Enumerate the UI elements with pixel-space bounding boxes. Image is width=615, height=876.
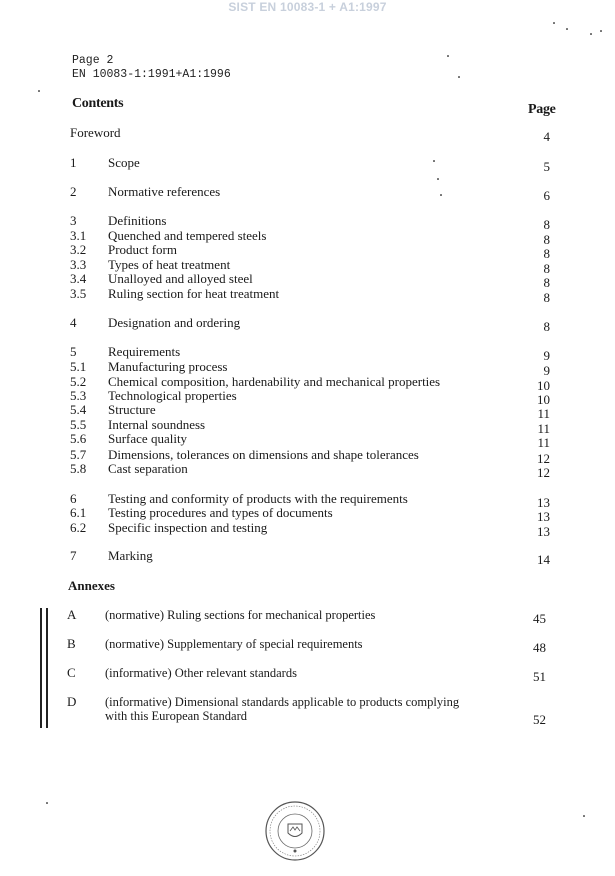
toc-number: 5.6 (70, 431, 87, 446)
toc-page-number: 6 (543, 188, 550, 203)
toc-page-number: 9 (543, 348, 550, 363)
toc-title[interactable]: Manufacturing process (108, 359, 228, 374)
toc-number: 5.8 (70, 461, 87, 476)
scan-speck (440, 194, 442, 196)
scan-speck (38, 90, 40, 92)
toc-title[interactable]: Internal soundness (108, 417, 206, 432)
toc-page-number: 13 (537, 509, 550, 524)
toc-title[interactable]: Normative references (108, 184, 221, 199)
toc-title[interactable]: Testing procedures and types of documents (108, 505, 333, 520)
toc-number: 5.7 (70, 447, 87, 462)
toc-page-number: 11 (537, 421, 550, 436)
scan-speck (46, 802, 48, 804)
annex-letter: D (67, 694, 77, 709)
annex-page-number: 48 (533, 640, 546, 655)
scan-speck (447, 55, 449, 57)
toc-number: 4 (70, 315, 77, 330)
toc-title[interactable]: Dimensions, tolerances on dimensions and shape tolerances (108, 447, 419, 462)
toc-page-number: 8 (543, 319, 550, 334)
scan-speck (590, 33, 592, 35)
toc-number: 3.1 (70, 228, 87, 243)
page-number: Page 2 (72, 54, 114, 67)
scan-speck (600, 30, 602, 32)
scan-speck (566, 28, 568, 30)
toc-page-number: 14 (537, 552, 550, 567)
annex-title[interactable]: (normative) Supplementary of special requirements (105, 637, 363, 651)
annex-title[interactable]: (normative) Ruling sections for mechanical properties (105, 608, 376, 622)
toc-page-number: 13 (537, 495, 550, 510)
scan-speck (458, 76, 460, 78)
toc-number: 6.1 (70, 505, 87, 520)
toc-number: 5.4 (70, 402, 87, 417)
official-seal-icon (264, 800, 326, 862)
toc-title[interactable]: Unalloyed and alloyed steel (108, 271, 253, 286)
scan-speck (583, 815, 585, 817)
toc-title[interactable]: Ruling section for heat treatment (108, 286, 280, 301)
toc-number: 1 (70, 155, 77, 170)
toc-title[interactable]: Specific inspection and testing (108, 520, 268, 535)
watermark-text: SIST EN 10083-1 + A1:1997 (228, 0, 387, 14)
toc-number: 3.5 (70, 286, 87, 301)
toc-title[interactable]: Definitions (108, 213, 167, 228)
toc-title[interactable]: Cast separation (108, 461, 188, 476)
toc-number: 2 (70, 184, 77, 199)
toc-number: 5.2 (70, 374, 87, 389)
toc-number: 5.1 (70, 359, 87, 374)
annexes-heading: Annexes (68, 578, 115, 593)
toc-page-number: 8 (543, 217, 550, 232)
toc-number: 5.3 (70, 388, 87, 403)
annex-page-number: 51 (533, 669, 546, 684)
toc-title[interactable]: Scope (108, 155, 140, 170)
toc-number: 6.2 (70, 520, 87, 535)
scan-speck (433, 160, 435, 162)
revision-bar (40, 608, 42, 728)
annex-page-number: 52 (533, 712, 546, 727)
toc-page-number: 9 (543, 363, 550, 378)
annex-page-number: 45 (533, 611, 546, 626)
toc-title[interactable]: Requirements (108, 344, 181, 359)
toc-number: 3.4 (70, 271, 87, 286)
contents-heading: Contents (72, 96, 124, 111)
toc-page-number: 11 (537, 435, 550, 450)
toc-title[interactable]: Designation and ordering (108, 315, 241, 330)
toc-page-number: 12 (537, 451, 550, 466)
toc-page-number: 8 (543, 290, 550, 305)
toc-title[interactable]: Quenched and tempered steels (108, 228, 267, 243)
revision-bar (46, 608, 48, 728)
annex-letter: C (67, 665, 76, 680)
toc-title[interactable]: Testing and conformity of products with the requirements (108, 491, 408, 506)
toc-title[interactable]: Types of heat treatment (108, 257, 231, 272)
toc-number: 5 (70, 344, 77, 359)
scan-speck (553, 22, 555, 24)
toc-page-number: 13 (537, 524, 550, 539)
toc-page-number: 8 (543, 246, 550, 261)
toc-page-number: 8 (543, 275, 550, 290)
standard-id: EN 10083-1:1991+A1:1996 (72, 68, 231, 81)
annex-letter: B (67, 636, 76, 651)
toc-number: 3.2 (70, 242, 87, 257)
toc-number: 3 (70, 213, 77, 228)
toc-page-number: 11 (537, 406, 550, 421)
annex-title[interactable]: (informative) Other relevant standards (105, 666, 297, 680)
toc-page-number: 12 (537, 465, 550, 480)
toc-title[interactable]: Product form (108, 242, 177, 257)
toc-title[interactable]: Marking (108, 548, 153, 563)
toc-title[interactable]: Surface quality (108, 431, 188, 446)
toc-page-number: 10 (537, 392, 550, 407)
toc-number: 6 (70, 491, 77, 506)
toc-page-number: 8 (543, 261, 550, 276)
toc-title[interactable]: Chemical composition, hardenability and mechanical properties (108, 374, 441, 389)
toc-number: 5.5 (70, 417, 87, 432)
toc-number: 7 (70, 548, 77, 563)
toc-page-number: 10 (537, 378, 550, 393)
annex-title-continued[interactable]: with this European Standard (105, 709, 247, 723)
toc-page-number: 8 (543, 232, 550, 247)
annex-title[interactable]: (informative) Dimensional standards applicable to products complying (105, 695, 460, 709)
page-column-heading: Page (528, 102, 556, 117)
scan-speck (437, 178, 439, 180)
toc-title[interactable]: Structure (108, 402, 156, 417)
toc-title[interactable]: Technological properties (108, 388, 237, 403)
toc-number: 3.3 (70, 257, 87, 272)
toc-title[interactable]: Foreword (70, 125, 121, 140)
toc-page-number: 5 (543, 159, 550, 174)
toc-page-number: 4 (543, 129, 550, 144)
annex-letter: A (67, 607, 77, 622)
